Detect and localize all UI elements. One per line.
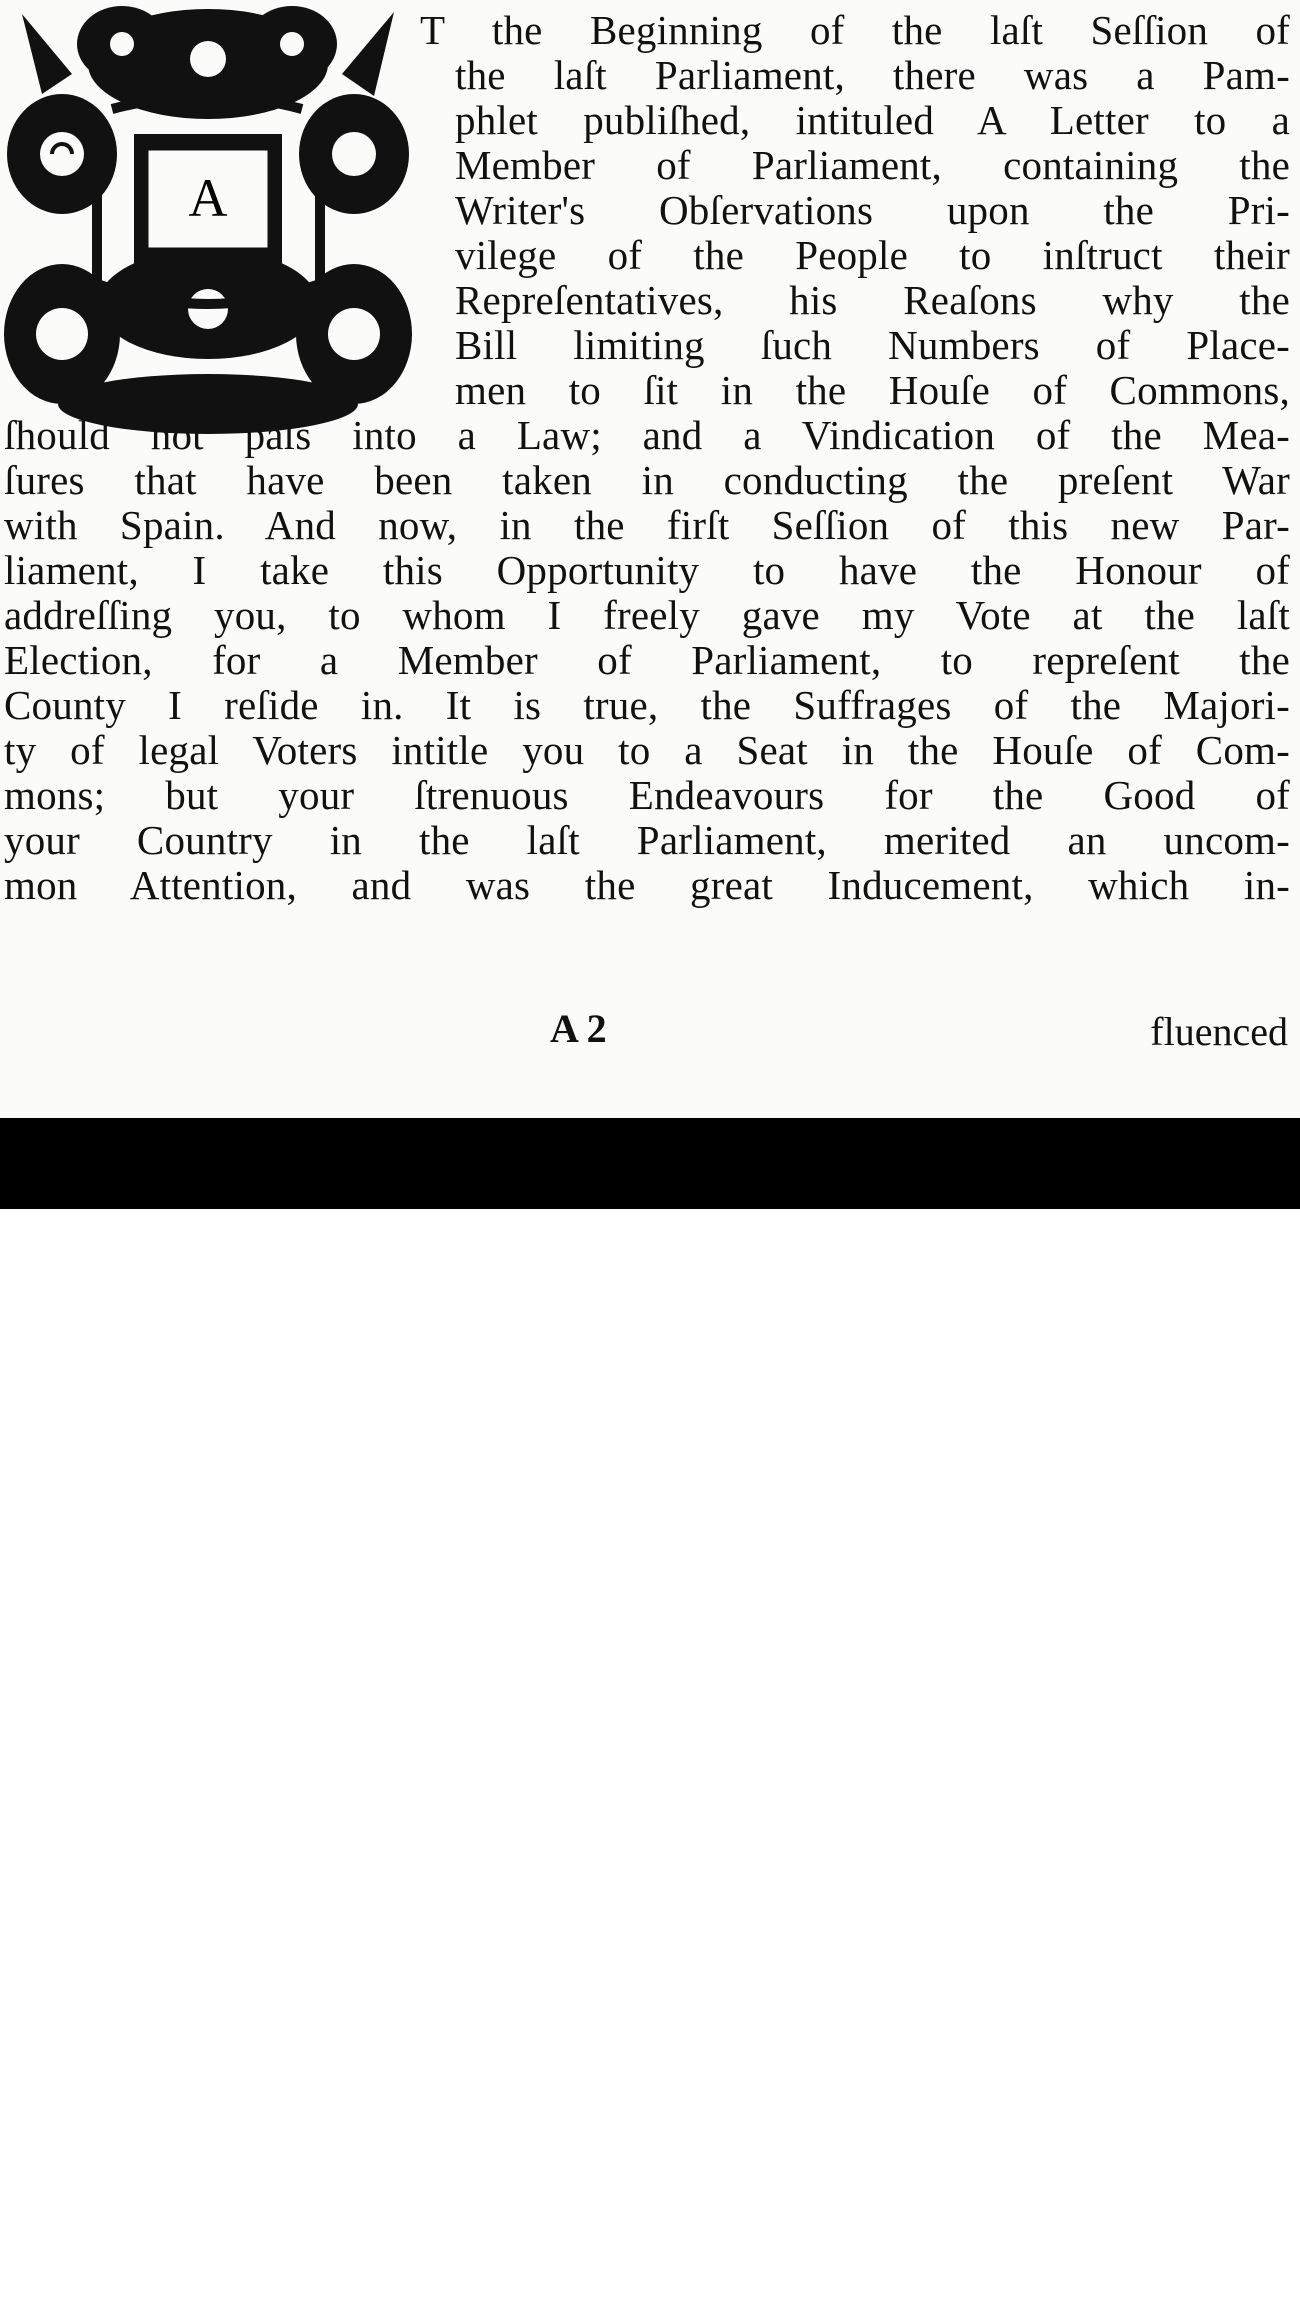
text-line: your Country in the laſt Parliament, merited an uncom- bbox=[4, 817, 1290, 863]
text-line: mon Attention, and was the great Inducement, which in- bbox=[4, 862, 1290, 908]
text-line: County I reſide in. It is true, the Suffrages of the Majori- bbox=[4, 682, 1290, 728]
text-line: men to ſit in the Houſe of Commons, bbox=[455, 367, 1290, 413]
text-line: mons; but your ſtrenuous Endeavours for the Good of bbox=[4, 772, 1290, 818]
text-line: ſhould not paſs into a Law; and a Vindication of the Mea- bbox=[4, 412, 1290, 458]
text-line: Member of Parliament, containing the bbox=[455, 142, 1290, 188]
text-line: ty of legal Voters intitle you to a Seat in the Houſe of Com- bbox=[4, 727, 1290, 773]
text-line: liament, I take this Opportunity to have the Honour of bbox=[4, 547, 1290, 593]
text-line: vilege of the People to inſtruct their bbox=[455, 232, 1290, 278]
text-line: with Spain. And now, in the firſt Seſſion of this new Par- bbox=[4, 502, 1290, 548]
ornament-initial-letter: A bbox=[188, 168, 228, 228]
decorative-initial-ornament bbox=[2, 4, 414, 436]
text-line: the laſt Parliament, there was a Pam- bbox=[455, 52, 1290, 98]
text-line: Repreſentatives, his Reaſons why the bbox=[455, 277, 1290, 323]
text-line: Bill limiting ſuch Numbers of Place- bbox=[455, 322, 1290, 368]
text-line: Election, for a Member of Parliament, to repreſent the bbox=[4, 637, 1290, 683]
watermark-bar bbox=[0, 1118, 1300, 2315]
text-line: addreſſing you, to whom I freely gave my Vote at the laſt bbox=[4, 592, 1290, 638]
text-line: phlet publiſhed, intituled A Letter to a bbox=[455, 97, 1290, 143]
book-page bbox=[0, 0, 1300, 1118]
text-line: ſures that have been taken in conducting the preſent War bbox=[4, 457, 1290, 503]
text-line: T the Beginning of the laſt Seſſion of bbox=[420, 7, 1290, 53]
alamy-logo: alamy bbox=[34, 2259, 171, 2315]
stock-id: P08K9R bbox=[1158, 2266, 1276, 2299]
text-line: Writer's Obſervations upon the Pri- bbox=[455, 187, 1290, 233]
signature-mark: A 2 bbox=[550, 1006, 607, 1051]
catchword: fluenced bbox=[1150, 1009, 1288, 1054]
